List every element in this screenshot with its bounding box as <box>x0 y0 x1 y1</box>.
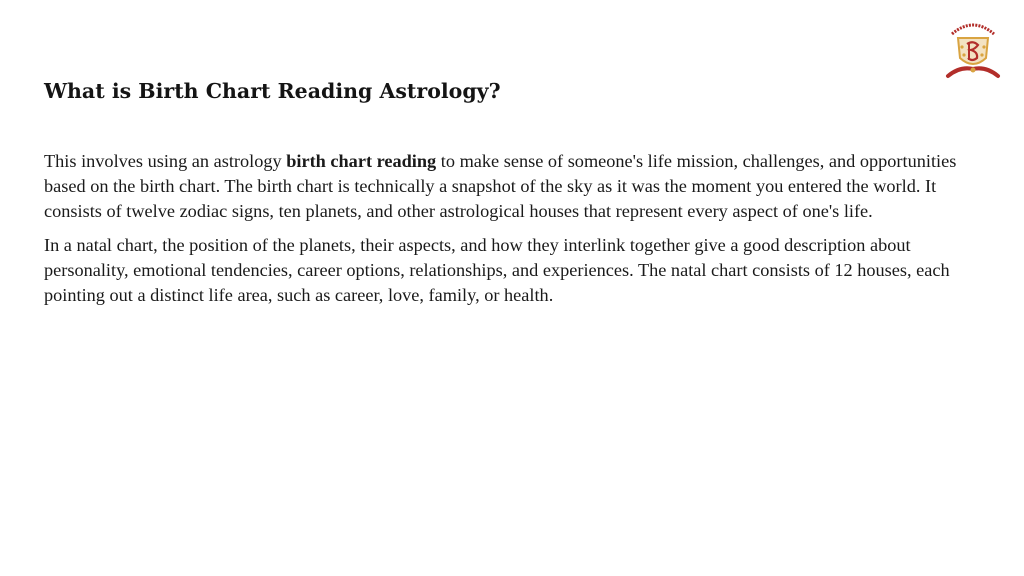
logo <box>938 14 1008 82</box>
page-title: What is Birth Chart Reading Astrology? <box>44 79 501 103</box>
body-text <box>44 149 994 317</box>
paragraph-2: In a natal chart, the position of the planets, their aspects, and how they interlink together give a good description about personality, emotional tendencies, career options, relationships, and experiences. The natal chart consists of 12 houses, each pointing out a distinct life area, such as career, love, family, or health. <box>44 235 950 305</box>
paragraph-1 <box>44 149 994 224</box>
paragraph-1-rest: to make sense of someone's life mission, challenges, and opportunities based on the birth chart. The birth chart is technically a snapshot of the sky as it was the moment you entered the world. It consists of twelve zodiac signs, ten planets, and other astrological houses that represent every aspect of one's life. <box>44 151 957 221</box>
paragraph-1-intro: This involves using an astrology <box>44 151 287 171</box>
logo-emblem-icon <box>938 14 1008 82</box>
paragraph-1-keyword: birth chart reading <box>286 151 437 171</box>
